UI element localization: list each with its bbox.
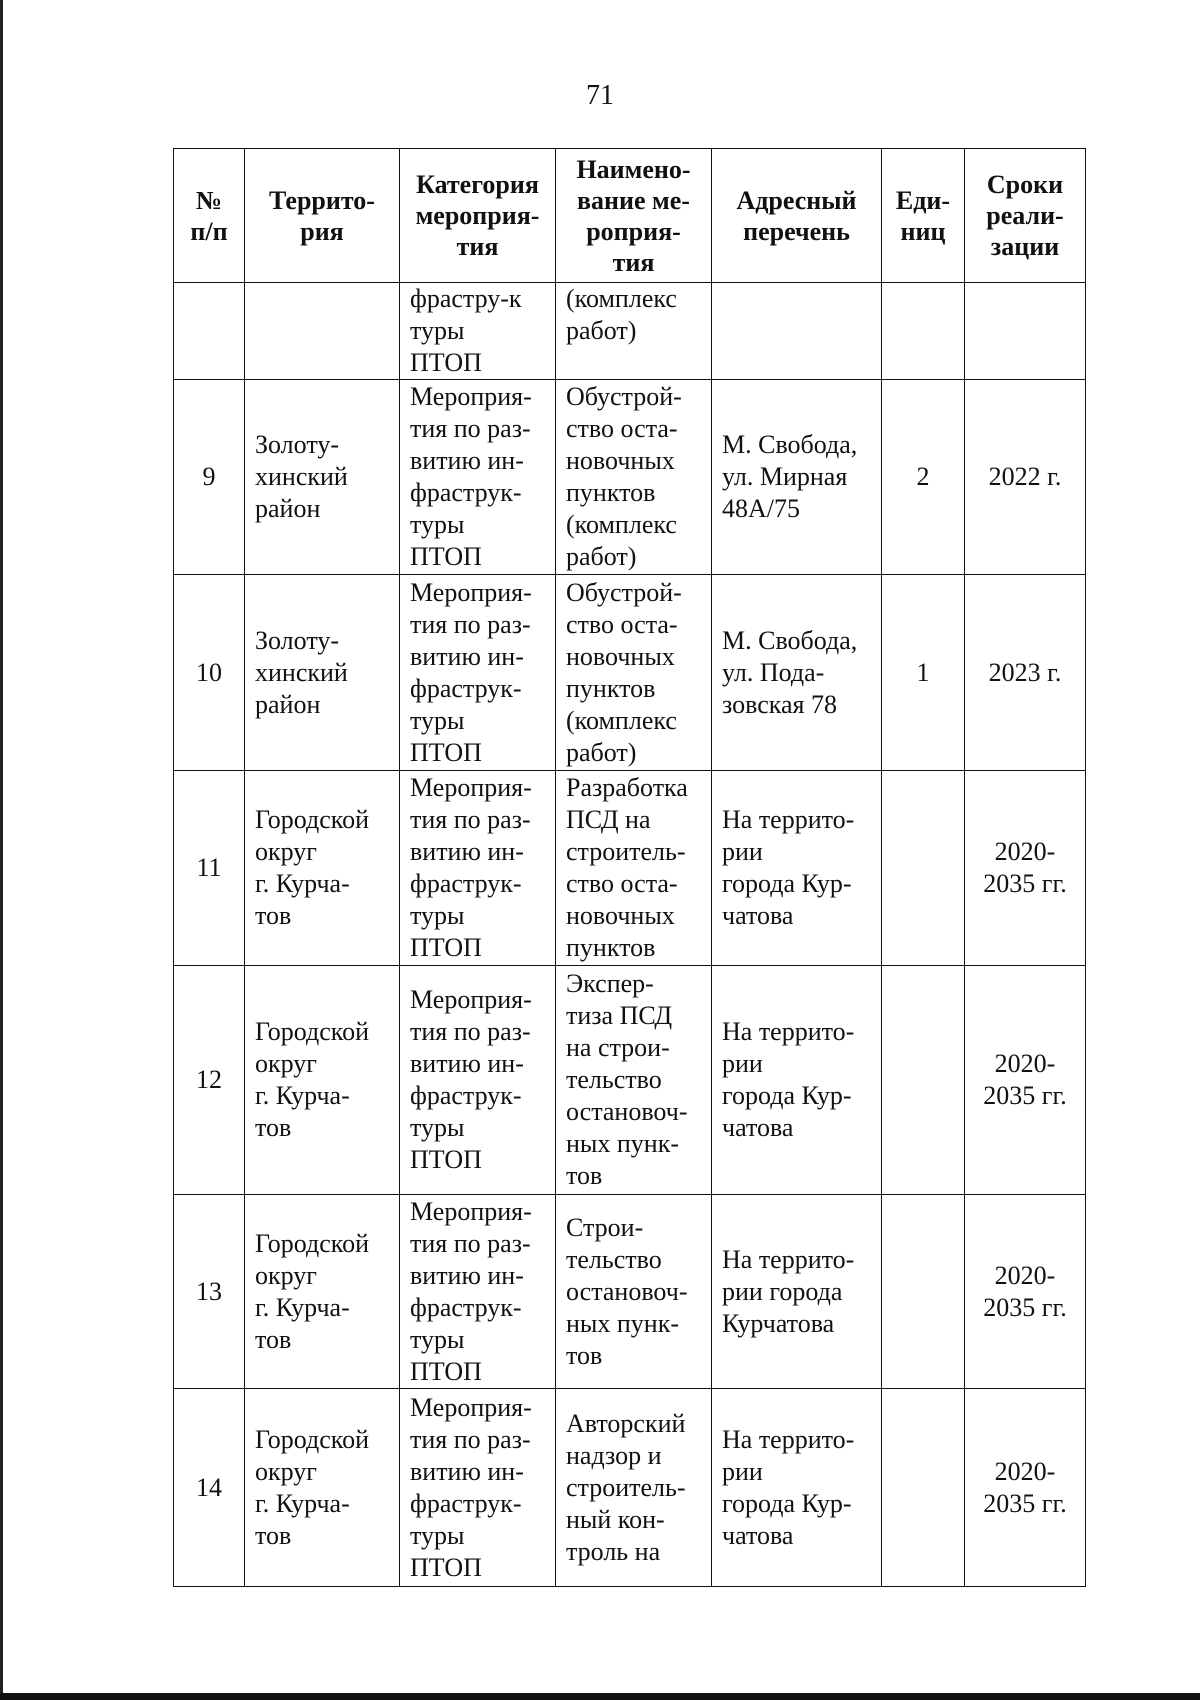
cell-name: Экспер- тиза ПСД на строи- тельство остановоч- ных пунк- тов <box>556 966 712 1195</box>
page-left-edge <box>0 0 3 1700</box>
cell-name: Разработка ПСД на строитель- ство оста- новочных пунктов <box>556 771 712 966</box>
cell-address: На террито- рии города Курчатова <box>712 1195 882 1389</box>
table-row <box>174 1389 1086 1587</box>
header-number: № п/п <box>174 149 245 283</box>
cell-term: 2020- 2035 гг. <box>965 966 1086 1195</box>
table-row <box>174 380 1086 575</box>
cell-term: 2020- 2035 гг. <box>965 1389 1086 1587</box>
cell-units <box>882 1389 965 1587</box>
measures-table <box>173 148 1086 1587</box>
cell-units <box>882 771 965 966</box>
cell-number: 13 <box>174 1195 245 1389</box>
page-bottom-edge <box>0 1693 1200 1700</box>
cell-name: Строи- тельство остановоч- ных пунк- тов <box>556 1195 712 1389</box>
cell-term: 2023 г. <box>965 575 1086 771</box>
page-number: 71 <box>586 80 614 111</box>
cell-term <box>965 283 1086 380</box>
cell-term: 2020- 2035 гг. <box>965 1195 1086 1389</box>
header-term: Сроки реали- зации <box>965 149 1086 283</box>
cell-address: М. Свобода, ул. Мирная 48А/75 <box>712 380 882 575</box>
cell-name: Обустрой- ство оста- новочных пунктов (комплекс работ) <box>556 380 712 575</box>
cell-term: 2020- 2035 гг. <box>965 771 1086 966</box>
header-name: Наимено- вание ме- роприя- тия <box>556 149 712 283</box>
header-row <box>174 149 1086 283</box>
table-row <box>174 771 1086 966</box>
table-row <box>174 575 1086 771</box>
cell-category: Мероприя- тия по раз- витию ин- фраструк- туры ПТОП <box>400 575 556 771</box>
cell-number: 9 <box>174 380 245 575</box>
header-address: Адресный перечень <box>712 149 882 283</box>
table-row <box>174 1195 1086 1389</box>
cell-units <box>882 966 965 1195</box>
cell-address: На террито- рии города Кур- чатова <box>712 771 882 966</box>
cell-category: Мероприя- тия по раз- витию ин- фраструк- туры ПТОП <box>400 380 556 575</box>
cell-category: Мероприя- тия по раз- витию ин- фраструк- туры ПТОП <box>400 1389 556 1587</box>
cell-address <box>712 283 882 380</box>
cell-number: 10 <box>174 575 245 771</box>
header-territory: Террито- рия <box>245 149 400 283</box>
cell-units: 2 <box>882 380 965 575</box>
cell-address: На террито- рии города Кур- чатова <box>712 966 882 1195</box>
cell-name: Авторский надзор и строитель- ный кон- троль на <box>556 1389 712 1587</box>
cell-territory: Городской округ г. Курча- тов <box>245 966 400 1195</box>
cell-number <box>174 283 245 380</box>
cell-number: 14 <box>174 1389 245 1587</box>
cell-units <box>882 1195 965 1389</box>
header-category: Категория мероприя- тия <box>400 149 556 283</box>
cell-territory: Городской округ г. Курча- тов <box>245 1195 400 1389</box>
cell-category: Мероприя- тия по раз- витию ин- фраструк- туры ПТОП <box>400 1195 556 1389</box>
cell-number: 12 <box>174 966 245 1195</box>
header-units: Еди- ниц <box>882 149 965 283</box>
cell-territory: Городской округ г. Курча- тов <box>245 771 400 966</box>
cell-category: фрастру-к туры ПТОП <box>400 283 556 380</box>
cell-name: (комплекс работ) <box>556 283 712 380</box>
table-row-continuation <box>174 283 1086 380</box>
cell-number: 11 <box>174 771 245 966</box>
cell-category: Мероприя- тия по раз- витию ин- фраструк- туры ПТОП <box>400 966 556 1195</box>
cell-name: Обустрой- ство оста- новочных пунктов (комплекс работ) <box>556 575 712 771</box>
cell-address: М. Свобода, ул. Пода- зовская 78 <box>712 575 882 771</box>
cell-category: Мероприя- тия по раз- витию ин- фраструк- туры ПТОП <box>400 771 556 966</box>
cell-units <box>882 283 965 380</box>
cell-term: 2022 г. <box>965 380 1086 575</box>
table-row <box>174 966 1086 1195</box>
cell-territory: Золоту- хинский район <box>245 380 400 575</box>
cell-territory: Городской округ г. Курча- тов <box>245 1389 400 1587</box>
cell-territory: Золоту- хинский район <box>245 575 400 771</box>
cell-units: 1 <box>882 575 965 771</box>
cell-territory <box>245 283 400 380</box>
cell-address: На террито- рии города Кур- чатова <box>712 1389 882 1587</box>
